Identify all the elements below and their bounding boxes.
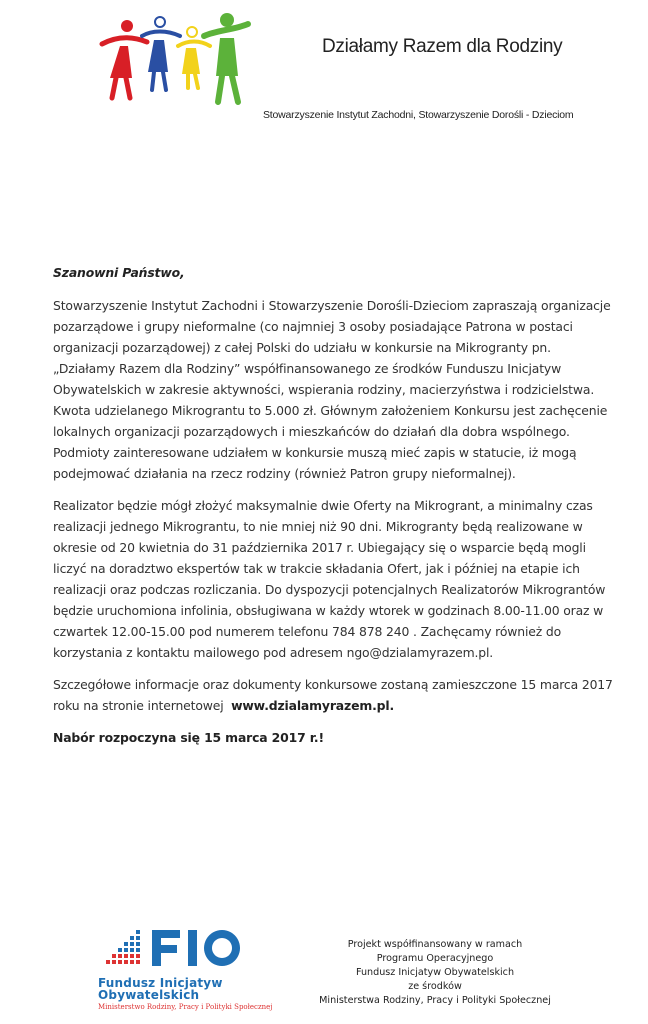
info-line: [53, 695, 598, 716]
fio-line-1: Fundusz Inicjatyw: [98, 976, 223, 990]
paragraph-3: [53, 674, 613, 716]
footer-note: [315, 938, 555, 1008]
family-logo-icon: [92, 6, 252, 106]
footer-note-line: ze środków: [408, 981, 462, 992]
info-prefix: roku na stronie internetowej: [53, 698, 232, 713]
info-line: Szczegółowe informacje oraz dokumenty konkursowe zostaną zamieszczone 15 marca 2017: [53, 677, 613, 692]
paragraph-line: Realizator będzie mógł złożyć maksymalnie dwie Oferty na Mikrogrant, a minimalny czas: [53, 498, 593, 513]
paragraph-line: Kwota udzielanego Mikrograntu to 5.000 zł. Głównym założeniem Konkursu jest zachęcenie: [53, 403, 608, 418]
salutation: Szanowni Państwo,: [53, 265, 185, 280]
paragraph-line: realizacji jednego Mikrograntu, to nie mniej niż 90 dni. Mikrogranty będą realizowane w: [53, 519, 583, 534]
footer-note-line: Projekt współfinansowany w ramach: [347, 939, 523, 950]
paragraph-line: liczyć na doradztwo ekspertów tak w trakcie składania Ofert, jak i później na etapie ich: [53, 561, 580, 576]
paragraph-line: będzie uruchomiona infolinia, obsługiwana w każdy wtorek w godzinach 8.00-11.00 oraz w: [53, 603, 604, 618]
closing-line: Nabór rozpoczyna się 15 marca 2017 r.!: [53, 730, 324, 745]
paragraph-line: Podmioty zainteresowane udziałem w konkursie muszą mieć zapis w statucie, iż mogą: [53, 445, 577, 460]
paragraph-line: realizacji oraz podczas rozliczania. Do dyspozycji potencjalnych Realizatorów Mikrograntów: [53, 582, 606, 597]
paragraph-line: czwartek 12.00-15.00 pod numerem telefonu 784 878 240 . Zachęcamy również do: [53, 624, 562, 639]
footer-note-line: Programu Operacyjnego: [376, 953, 494, 964]
website-link[interactable]: www.dzialamyrazem.pl.: [231, 698, 395, 713]
letter-body: [53, 262, 613, 748]
paragraph-line: korzystania z kontaktu mailowego pod adresem ngo@dzialamyrazem.pl.: [53, 645, 494, 660]
fio-name: [98, 976, 272, 1011]
paragraph-line: organizacji pozarządowej) z całej Polski do udziału w konkursie na Mikrogranty pn.: [53, 340, 551, 355]
header-subtitle: Stowarzyszenie Instytut Zachodni, Stowarzyszenie Dorośli - Dzieciom: [263, 109, 574, 121]
paragraph-line: pozarządowe i grupy nieformalne (co najmniej 3 osoby posiadające Patrona w postaci: [53, 319, 573, 334]
paragraph-line: „Działamy Razem dla Rodziny” współfinansowanego ze środków Funduszu Inicjatyw: [53, 361, 562, 376]
fio-ministry: Ministerstwo Rodziny, Pracy i Polityki Społecznej: [98, 1003, 273, 1011]
paragraph-line: okresie od 20 kwietnia do 31 października 2017 r. Ubiegający się o wsparcie będą mogli: [53, 540, 586, 555]
paragraph-line: lokalnych organizacji pozarządowych i mieszkańców do działań dla dobra wspólnego.: [53, 424, 570, 439]
fio-line-2: Obywatelskich: [98, 988, 200, 1002]
footer-note-line: Ministerstwa Rodziny, Pracy i Polityki Społecznej: [319, 995, 551, 1006]
header-title: Działamy Razem dla Rodziny: [322, 36, 563, 57]
footer-note-line: Fundusz Inicjatyw Obywatelskich: [355, 967, 515, 978]
paragraph-line: podejmować działania na rzecz rodziny (również Patron grupy nieformalnej).: [53, 466, 516, 481]
paragraph-line: Obywatelskich w zakresie aktywności, wspierania rodziny, macierzyństwa i rodzicielstwa.: [53, 382, 595, 397]
paragraph-1: [53, 295, 611, 484]
paragraph-2: [53, 495, 606, 663]
paragraph-line: Stowarzyszenie Instytut Zachodni i Stowarzyszenie Dorośli-Dzieciom zapraszają organizacje: [53, 298, 611, 313]
